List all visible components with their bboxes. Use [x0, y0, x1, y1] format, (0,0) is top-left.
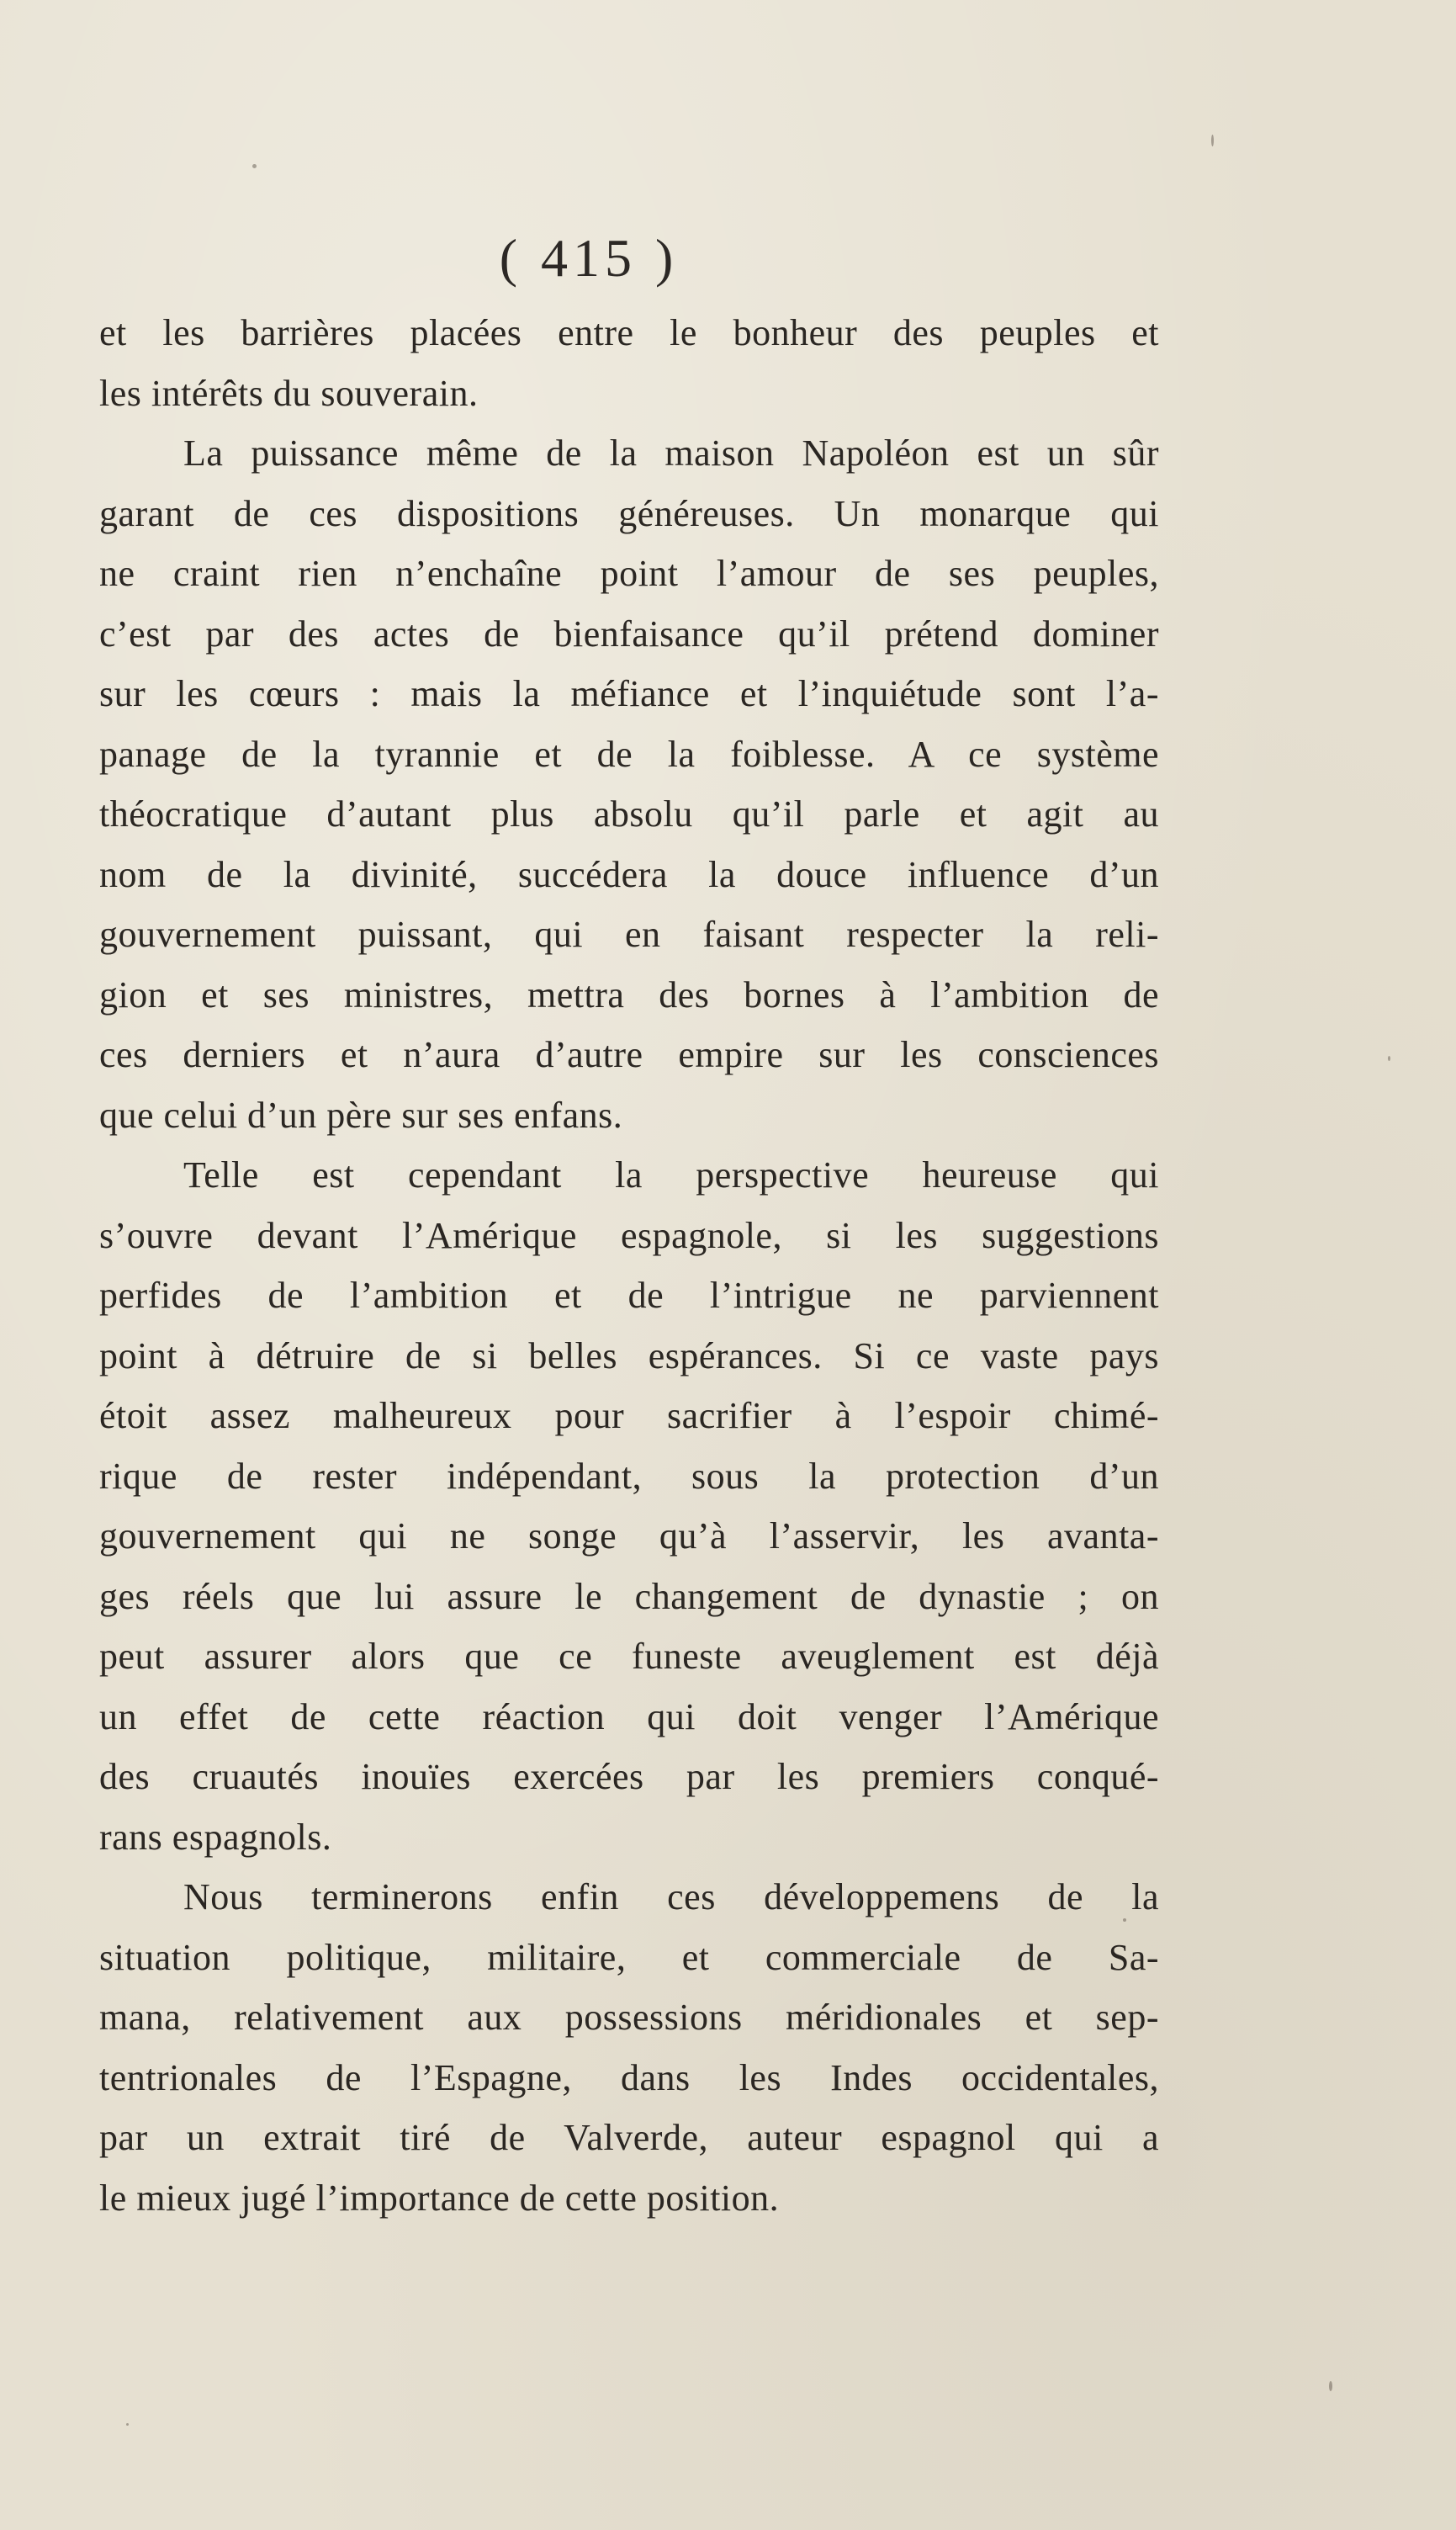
text-line: Telle est cependant la perspective heureuse qui	[183, 1154, 1159, 1196]
text-line: rans espagnols.	[99, 1816, 332, 1858]
paper-speck	[1123, 1918, 1126, 1922]
text-line: des cruautés inouïes exercées par les premiers conqué-	[99, 1756, 1159, 1797]
text-line: garant de ces dispositions généreuses. Un monarque qui	[99, 492, 1159, 534]
text-line: ne craint rien n’enchaîne point l’amour de ses peuples,	[99, 553, 1159, 594]
text-line: ces derniers et n’aura d’autre empire sur les consciences	[99, 1034, 1159, 1075]
paragraph	[99, 1145, 1159, 1867]
text-line: c’est par des actes de bienfaisance qu’il prétend dominer	[99, 613, 1159, 655]
text-line: peut assurer alors que ce funeste aveuglement est déjà	[99, 1636, 1159, 1677]
text-line: étoit assez malheureux pour sacrifier à l’espoir chimé-	[99, 1395, 1159, 1436]
text-line: gion et ses ministres, mettra des bornes à l’ambition de	[99, 973, 1159, 1016]
paper-speck	[1329, 2381, 1332, 2391]
paragraph	[99, 1867, 1159, 2228]
text-line: point à détruire de si belles espérances. Si ce vaste pays	[99, 1334, 1159, 1376]
paragraph	[99, 303, 1159, 423]
text-line: nom de la divinité, succédera la douce influence d’un	[99, 853, 1159, 895]
body-text	[99, 303, 1159, 2228]
text-line: ges réels que lui assure le changement de dynastie ; on	[99, 1575, 1159, 1617]
page-number: ( 415 )	[499, 228, 679, 288]
text-line: s’ouvre devant l’Amérique espagnole, si les suggestions	[99, 1214, 1159, 1256]
text-line: théocratique d’autant plus absolu qu’il parle et agit au	[99, 793, 1159, 835]
text-line: Nous terminerons enfin ces développemens de la	[183, 1876, 1159, 1917]
text-line: que celui d’un père sur ses enfans.	[99, 1094, 623, 1136]
paragraph	[99, 423, 1159, 1145]
text-line: situation politique, militaire, et commerciale de Sa-	[99, 1936, 1159, 1978]
paper-speck	[126, 2423, 129, 2426]
paper-speck	[1211, 135, 1214, 146]
text-line: gouvernement puissant, qui en faisant respecter la reli-	[99, 914, 1159, 955]
paper-speck	[252, 164, 257, 168]
text-line: par un extrait tiré de Valverde, auteur espagnol qui a	[99, 2117, 1159, 2158]
text-line: tentrionales de l’Espagne, dans les Indes occidentales,	[99, 2056, 1159, 2098]
text-line: perfides de l’ambition et de l’intrigue ne parviennent	[99, 1275, 1159, 1316]
text-line: le mieux jugé l’importance de cette position.	[99, 2177, 780, 2219]
text-line: rique de rester indépendant, sous la protection d’un	[99, 1455, 1159, 1497]
text-line: sur les cœurs : mais la méfiance et l’inquiétude sont l’a-	[99, 673, 1159, 714]
text-line: panage de la tyrannie et de la foiblesse. A ce système	[99, 733, 1159, 775]
text-line: mana, relativement aux possessions méridionales et sep-	[99, 1997, 1159, 2038]
text-line: et les barrières placées entre le bonheur des peuples et	[99, 312, 1159, 353]
text-line: les intérêts du souverain.	[99, 372, 479, 414]
text-line: La puissance même de la maison Napoléon est un sûr	[183, 432, 1159, 474]
paper-speck	[1388, 1056, 1390, 1061]
text-line: un effet de cette réaction qui doit venger l’Amérique	[99, 1695, 1159, 1737]
text-line: gouvernement qui ne songe qu’à l’asservir, les avanta-	[99, 1515, 1159, 1557]
